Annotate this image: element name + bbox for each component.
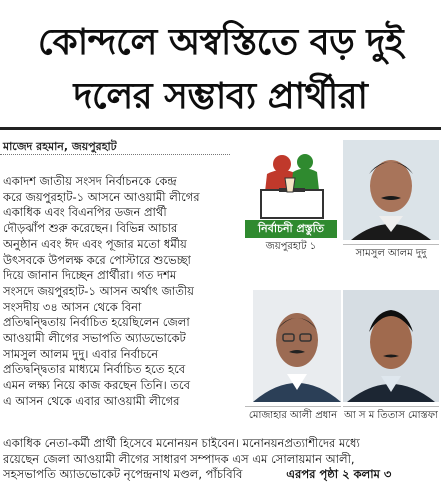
caption-3: আ স ম তিতাস মোস্তফা [343,406,439,423]
body-line [3,467,437,483]
body-line: অনুষ্ঠান এবং ঈদ এবং পূজার মতো ধর্মীয় [3,236,187,251]
caption-1: সামসুল আলম দুদু [343,244,439,261]
article-body [3,174,243,410]
candidate-photo-3 [343,290,439,402]
area-label: জয়পুরহাট ১ [245,238,337,256]
article-body-wide [3,436,437,483]
body-line: করে জয়পুরহাট-১ আসনে আওয়ামী লীগের [3,189,200,204]
caption-2: মোজাহার আলী প্রধান [245,406,341,423]
body-line: এমন লক্ষ্য নিয়ে কাজ করছেন তিনি। তবে [3,378,191,393]
body-line: উৎসবকে উপলক্ষ করে পোস্টারে শুভেচ্ছা [3,252,191,267]
ballot-box-icon [257,152,327,220]
body-line: রয়েছেন জেলা আওয়ামী লীগের সাধারণ সম্পাদক এস এম সোলায়মান আলী, [3,451,355,466]
candidate-photo-1 [343,140,439,240]
headline-rule [0,127,441,130]
body-line: একাধিক এবং বিএনপির ডজন প্রার্থী [3,205,167,220]
body-line: সংসদে জয়পুরহাট-১ আসন অর্থাৎ জাতীয় [3,283,194,298]
body-line-text: সহসভাপতি অ্যাডভোকেট নৃপেন্দ্রনাথ মণ্ডল, পাঁচবিবি [3,467,243,482]
body-line: প্রতিদ্বন্দ্বিতায় নির্বাচিত হয়েছিলেন জেলা [3,315,190,330]
body-line: প্রতিদ্বন্দ্বিতার মাধ্যমে নির্বাচিত হতে হবে [3,362,186,377]
byline: মাজেদ রহমান, জয়পুরহাট [3,140,117,153]
headline-line-1: কোন্দলে অস্বস্তিতে বড় দুই [37,22,404,63]
continuation-note: এরপর পৃষ্ঠা ২ কলাম ৩ [286,467,392,482]
photo-panel [245,140,440,440]
body-line: এ আসন থেকে এবার আওয়ামী লীগের [3,393,180,408]
body-line: একাদশ জাতীয় সংসদ নির্বাচনকে কেন্দ্র [3,174,177,188]
election-logo [245,140,337,256]
body-line: দিয়ে জানান দিচ্ছেন প্রার্থীরা। গত দশম [3,268,177,283]
candidate-photo-2 [253,290,341,402]
body-line: দৌড়ঝাঁপ শুরু করেছেন। বিভিন্ন আচার [3,221,178,236]
body-line: আওয়ামী লীগের সভাপতি অ্যাডভোকেট [3,331,186,346]
headline [0,0,441,127]
byline-divider [0,154,230,155]
body-line: একাধিক নেতা-কর্মী প্রার্থী হিসেবে মনোনয়ন চাইবেন। মনোনয়নপ্রত্যাশীদের মধ্যে [3,436,360,450]
headline-line-2: দলের সম্ভাব্য প্রার্থীরা [73,76,368,117]
election-prep-label: নির্বাচনী প্রস্তুতি [245,220,337,238]
body-line: সামসুল আলম দুদু। এবার নির্বাচনে [3,346,159,361]
body-line: সংসদীয় ৩৪ আসন থেকে বিনা [3,299,142,314]
